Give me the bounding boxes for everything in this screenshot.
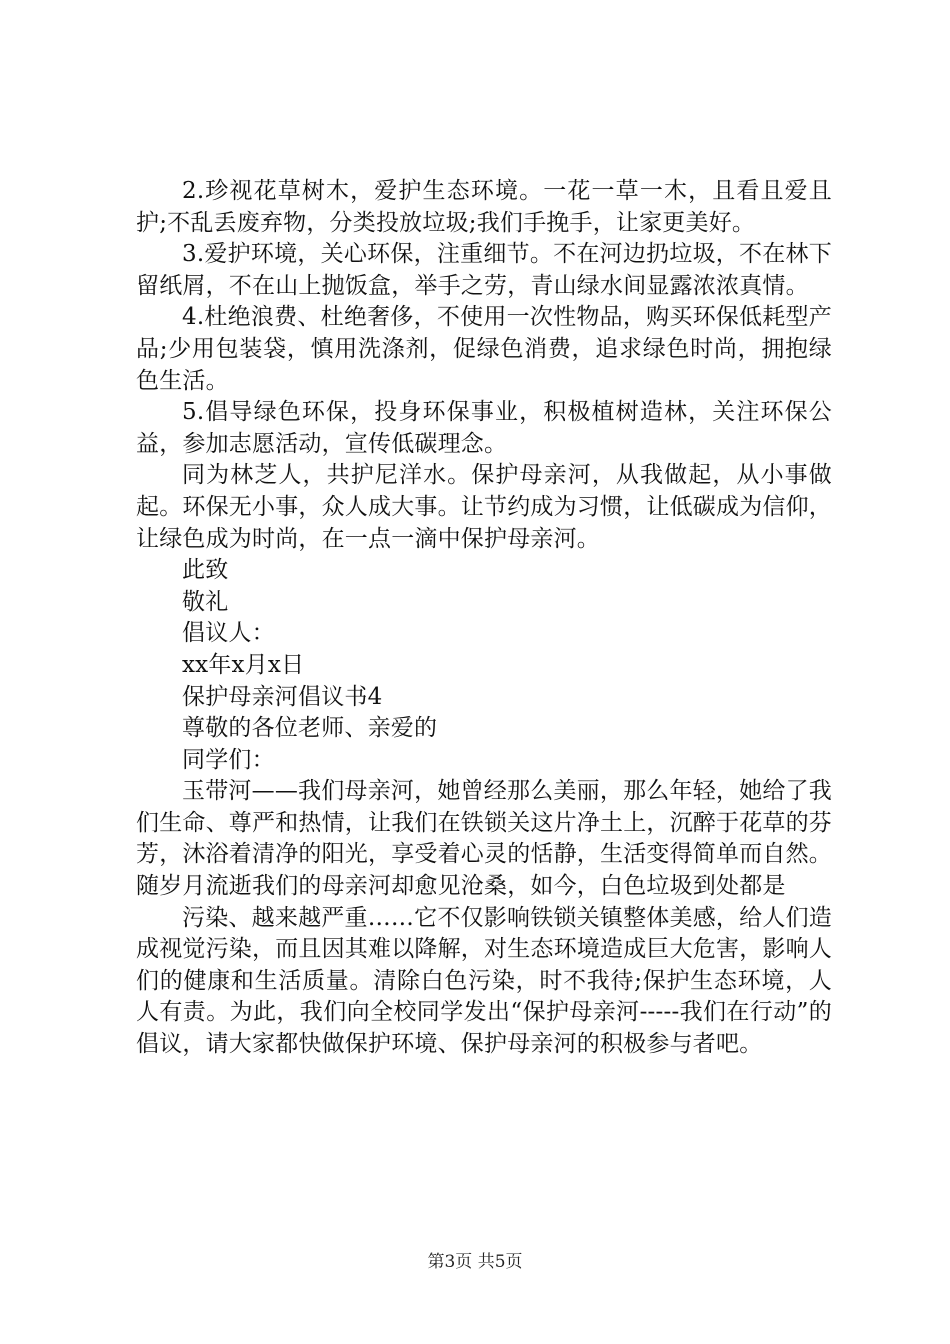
- document-body: [136, 176, 832, 1061]
- section-paragraph-2: 污染、越来越严重……它不仅影响铁锁关镇整体美感，给人们造成视觉污染，而且因其难以降解，对生态环境造成巨大危害，影响人们的健康和生活质量。清除白色污染，时不我待;保护生态环境，人人有责。为此，我们向全校同学发出“保护母亲河-----我们在行动”的倡议，请大家都快做保护环境、保护母亲河的积极参与者吧。: [136, 904, 832, 1058]
- signer-label: 倡议人：: [182, 620, 275, 647]
- closing-line-2: 敬礼: [182, 588, 229, 615]
- paragraph-conclusion: 同为林芝人，共护尼洋水。保护母亲河，从我做起，从小事做起。环保无小事，众人成大事。让节约成为习惯，让低碳成为信仰，让绿色成为时尚，在一点一滴中保护母亲河。: [136, 462, 832, 552]
- date-line: xx年x月x日: [182, 651, 305, 678]
- page-number-footer: 第3页 共5页: [427, 1252, 523, 1272]
- section-title: 保护母亲河倡议书4: [182, 683, 383, 710]
- greeting-line-1: 尊敬的各位老师、亲爱的: [182, 715, 438, 742]
- closing-line-1: 此致: [182, 557, 229, 584]
- paragraph-item-3: 3.爱护环境，关心环保，注重细节。不在河边扔垃圾，不在林下留纸屑，不在山上抛饭盒，举手之劳，青山绿水间显露浓浓真情。: [136, 241, 832, 299]
- paragraph-item-5: 5.倡导绿色环保，投身环保事业，积极植树造林，关注环保公益，参加志愿活动，宣传低碳理念。: [136, 399, 832, 457]
- paragraph-item-2: 2.珍视花草树木，爱护生态环境。一花一草一木，且看且爱且护;不乱丢废弃物，分类投放垃圾;我们手挽手，让家更美好。: [136, 178, 832, 236]
- section-paragraph-1: 玉带河——我们母亲河，她曾经那么美丽，那么年轻，她给了我们生命、尊严和热情，让我们在铁锁关这片净土上，沉醉于花草的芬芳，沐浴着清净的阳光，享受着心灵的恬静，生活变得简单而自然。随岁月流逝我们的母亲河却愈见沧桑，如今，白色垃圾到处都是: [136, 778, 832, 900]
- greeting-line-2: 同学们：: [182, 746, 275, 773]
- paragraph-item-4: 4.杜绝浪费、杜绝奢侈，不使用一次性物品，购买环保低耗型产品;少用包装袋，慎用洗涤剂，促绿色消费，追求绿色时尚，拥抱绿色生活。: [136, 304, 832, 394]
